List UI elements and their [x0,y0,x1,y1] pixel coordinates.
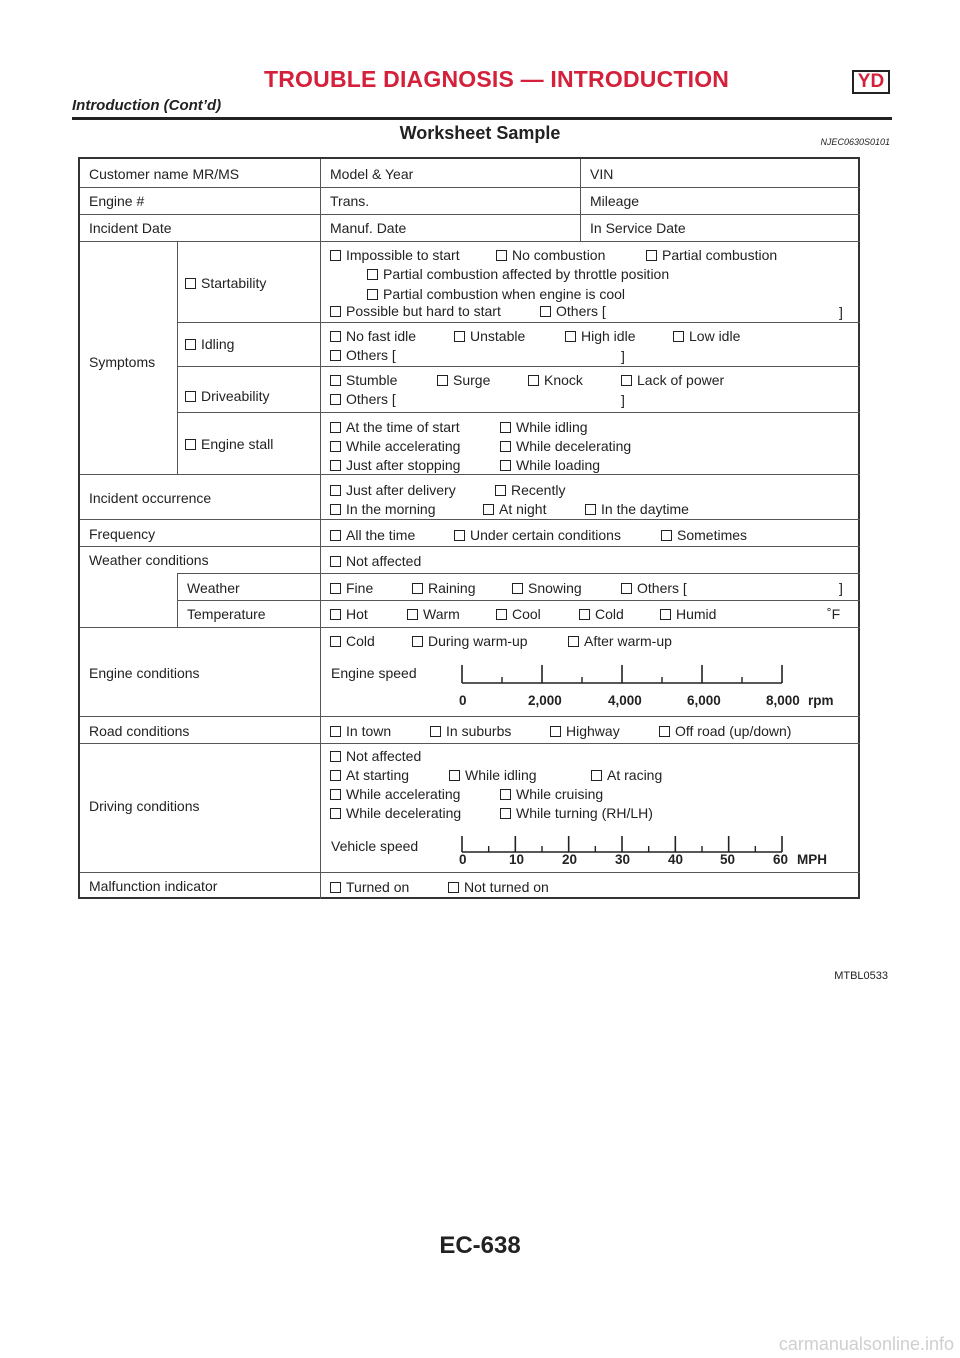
checkbox-icon [621,583,632,594]
weather-not-affected-checkbox[interactable]: Not affected [330,553,421,569]
idling-others-checkbox[interactable]: Others [ [330,347,396,363]
worksheet-form [78,157,860,899]
checkbox-icon [330,726,341,737]
page-number: EC-638 [439,1232,521,1259]
checkbox-icon [585,504,596,515]
row-divider [80,743,860,744]
model-year-label: Model & Year [330,166,414,182]
column-divider [320,159,321,241]
checkbox-icon [621,375,632,386]
checkbox-icon [528,375,539,386]
figure-code: MTBL0533 [834,970,888,982]
just-after-delivery-checkbox[interactable]: Just after delivery [330,482,456,498]
engine-speed-scale [460,659,790,687]
frequency-label: Frequency [89,526,156,542]
while-cruising-checkbox[interactable]: While cruising [500,786,603,802]
stall-while-idling-checkbox[interactable]: While idling [500,419,588,435]
row-divider [80,716,860,717]
checkbox-icon [185,391,196,402]
checkbox-icon [185,339,196,350]
vin-label: VIN [590,166,614,182]
after-warm-up-checkbox[interactable]: After warm-up [568,633,672,649]
checkbox-icon [330,375,341,386]
high-idle-checkbox[interactable]: High idle [565,328,635,344]
checkbox-icon [500,441,511,452]
driveability-checkbox[interactable]: Driveability [185,388,269,404]
engine-speed-label: Engine speed [331,665,417,681]
rpm-tick-label: 6,000 [687,693,721,708]
checkbox-icon [673,331,684,342]
checkbox-icon [330,394,341,405]
after-stopping-checkbox[interactable]: Just after stopping [330,457,460,473]
checkbox-icon [454,530,465,541]
checkbox-icon [540,306,551,317]
checkbox-icon [330,770,341,781]
checkbox-icon [500,808,511,819]
mph-tick-label: 0 [459,852,467,867]
sometimes-checkbox[interactable]: Sometimes [661,527,747,543]
partial-throttle-checkbox[interactable]: Partial combustion affected by throttle position [367,266,669,282]
column-divider [320,627,321,899]
idling-checkbox[interactable]: Idling [185,336,234,352]
incident-occurrence-label: Incident occurrence [89,490,212,506]
bracket-close: ] [621,348,625,364]
column-divider [320,546,321,573]
engine-code-badge: YD [852,70,890,94]
rpm-tick-label: 2,000 [528,693,562,708]
checkbox-icon [407,609,418,620]
checkbox-icon [591,770,602,781]
stall-while-accelerating-checkbox[interactable]: While accelerating [330,438,460,454]
checkbox-icon [367,289,378,300]
checkbox-icon [330,504,341,515]
temperature-unit: ˚F [827,606,841,622]
checkbox-icon [330,460,341,471]
header-subtitle: Introduction (Cont’d) [72,97,222,114]
row-divider [80,241,860,242]
at-start-checkbox[interactable]: At the time of start [330,419,460,435]
checkbox-icon [437,375,448,386]
checkbox-icon [661,530,672,541]
row-divider [177,322,860,323]
checkbox-icon [330,441,341,452]
mph-tick-label: 20 [562,852,578,867]
bracket-close: ] [839,304,843,320]
row-divider [80,187,860,188]
rpm-tick-label: 8,000 [766,693,800,708]
weather-conditions-label: Weather conditions [89,552,209,568]
partial-cool-checkbox[interactable]: Partial combustion when engine is cool [367,286,625,302]
mph-tick-label: 60 [773,852,789,867]
row-divider [80,872,860,873]
driving-while-idling-checkbox[interactable]: While idling [449,767,537,783]
sheet-title: Worksheet Sample [399,123,561,143]
engine-stall-checkbox[interactable]: Engine stall [185,436,273,452]
driving-while-accelerating-checkbox[interactable]: While accelerating [330,786,460,802]
road-conditions-label: Road conditions [89,723,190,739]
cool-checkbox[interactable]: Cool [496,606,541,622]
driving-not-affected-checkbox[interactable]: Not affected [330,748,421,764]
at-racing-checkbox[interactable]: At racing [591,767,662,783]
highway-checkbox[interactable]: Highway [550,723,620,739]
in-town-checkbox[interactable]: In town [330,723,391,739]
all-the-time-checkbox[interactable]: All the time [330,527,415,543]
partial-combustion-checkbox[interactable]: Partial combustion [646,247,777,263]
checkbox-icon [330,751,341,762]
rpm-unit: rpm [808,693,834,708]
checkbox-icon [330,609,341,620]
column-divider [177,573,178,627]
watermark: carmanualsonline.info [778,1334,954,1354]
lack-of-power-checkbox[interactable]: Lack of power [621,372,724,388]
header-title: TROUBLE DIAGNOSIS — INTRODUCTION [264,66,730,92]
startability-others-checkbox[interactable]: Others [ [540,303,606,319]
in-the-morning-checkbox[interactable]: In the morning [330,501,436,517]
transmission-label: Trans. [330,193,370,209]
impossible-to-start-checkbox[interactable]: Impossible to start [330,247,460,263]
checkbox-icon [646,250,657,261]
at-night-checkbox[interactable]: At night [483,501,546,517]
raining-checkbox[interactable]: Raining [412,580,475,596]
manufacture-date-label: Manuf. Date [330,220,407,236]
driveability-others-checkbox[interactable]: Others [ [330,391,396,407]
header-rule [72,117,892,120]
row-divider [80,519,860,520]
checkbox-icon [330,485,341,496]
in-service-date-label: In Service Date [590,220,686,236]
possible-hard-checkbox[interactable]: Possible but hard to start [330,303,501,319]
driving-conditions-label: Driving conditions [89,798,200,814]
row-divider [177,412,860,413]
checkbox-icon [550,726,561,737]
recently-checkbox[interactable]: Recently [495,482,565,498]
symptoms-label: Symptoms [89,354,156,370]
startability-label: Startability [201,275,267,291]
knock-checkbox[interactable]: Knock [528,372,583,388]
row-divider [80,474,860,475]
checkbox-icon [185,278,196,289]
hot-checkbox[interactable]: Hot [330,606,368,622]
row-divider [80,546,860,547]
checkbox-icon [430,726,441,737]
unstable-checkbox[interactable]: Unstable [454,328,525,344]
checkbox-icon [330,331,341,342]
mph-unit: MPH [797,852,827,867]
checkbox-icon [579,609,590,620]
checkbox-icon [496,609,507,620]
row-divider [80,214,860,215]
checkbox-icon [496,250,507,261]
column-divider [320,241,321,474]
no-fast-idle-checkbox[interactable]: No fast idle [330,328,416,344]
under-certain-conditions-checkbox[interactable]: Under certain conditions [454,527,621,543]
bracket-close: ] [621,392,625,408]
checkbox-icon [330,808,341,819]
fine-checkbox[interactable]: Fine [330,580,373,596]
checkbox-icon [330,422,341,433]
mph-tick-label: 40 [668,852,684,867]
low-idle-checkbox[interactable]: Low idle [673,328,740,344]
checkbox-icon [330,530,341,541]
column-divider [580,159,581,241]
warm-checkbox[interactable]: Warm [407,606,460,622]
mph-tick-label: 10 [509,852,525,867]
weather-label: Weather [187,580,240,596]
checkbox-icon [495,485,506,496]
checkbox-icon [330,350,341,361]
checkbox-icon [330,583,341,594]
checkbox-icon [449,770,460,781]
checkbox-icon [412,636,423,647]
customer-name-label: Customer name MR/MS [89,166,240,182]
column-divider [320,573,321,627]
surge-checkbox[interactable]: Surge [437,372,490,388]
cold-checkbox[interactable]: Cold [579,606,624,622]
checkbox-icon [660,609,671,620]
snowing-checkbox[interactable]: Snowing [512,580,582,596]
not-turned-on-checkbox[interactable]: Not turned on [448,879,549,895]
checkbox-icon [659,726,670,737]
checkbox-icon [565,331,576,342]
row-divider [177,366,860,367]
during-warm-up-checkbox[interactable]: During warm-up [412,633,528,649]
checkbox-icon [330,556,341,567]
checkbox-icon [483,504,494,515]
humid-checkbox[interactable]: Humid [660,606,716,622]
mileage-label: Mileage [590,193,640,209]
at-starting-checkbox[interactable]: At starting [330,767,409,783]
checkbox-icon [330,636,341,647]
column-divider [320,474,321,546]
mph-tick-label: 50 [720,852,736,867]
malfunction-indicator-label: Malfunction indicator [89,878,218,894]
turned-on-checkbox[interactable]: Turned on [330,879,409,895]
checkbox-icon [500,789,511,800]
driving-while-decelerating-checkbox[interactable]: While decelerating [330,805,461,821]
stumble-checkbox[interactable]: Stumble [330,372,397,388]
checkbox-icon [568,636,579,647]
column-divider [177,241,178,474]
in-suburbs-checkbox[interactable]: In suburbs [430,723,511,739]
engine-cold-checkbox[interactable]: Cold [330,633,375,649]
while-turning-checkbox[interactable]: While turning (RH/LH) [500,805,653,821]
off-road-checkbox[interactable]: Off road (up/down) [659,723,791,739]
startability-checkbox[interactable] [185,275,266,291]
checkbox-icon [330,306,341,317]
vehicle-speed-label: Vehicle speed [331,838,419,854]
row-divider [177,600,860,601]
no-combustion-checkbox[interactable]: No combustion [496,247,605,263]
stall-while-decelerating-checkbox[interactable]: While decelerating [500,438,631,454]
rpm-tick-label: 0 [459,693,467,708]
checkbox-icon [512,583,523,594]
checkbox-icon [330,882,341,893]
checkbox-icon [500,422,511,433]
row-divider [177,573,860,574]
engine-conditions-label: Engine conditions [89,665,200,681]
checkbox-icon [185,439,196,450]
mph-tick-label: 30 [615,852,631,867]
row-divider [80,627,860,628]
checkbox-icon [330,250,341,261]
bracket-close: ] [839,580,843,596]
sheet-reference-code: NJEC0630S0101 [820,137,890,147]
weather-others-checkbox[interactable]: Others [ [621,580,687,596]
incident-date-label: Incident Date [89,220,172,236]
while-loading-checkbox[interactable]: While loading [500,457,600,473]
engine-number-label: Engine # [89,193,145,209]
checkbox-icon [500,460,511,471]
rpm-tick-label: 4,000 [608,693,642,708]
checkbox-icon [454,331,465,342]
temperature-label: Temperature [187,606,266,622]
checkbox-icon [448,882,459,893]
checkbox-icon [367,269,378,280]
checkbox-icon [412,583,423,594]
checkbox-icon [330,789,341,800]
in-the-daytime-checkbox[interactable]: In the daytime [585,501,689,517]
